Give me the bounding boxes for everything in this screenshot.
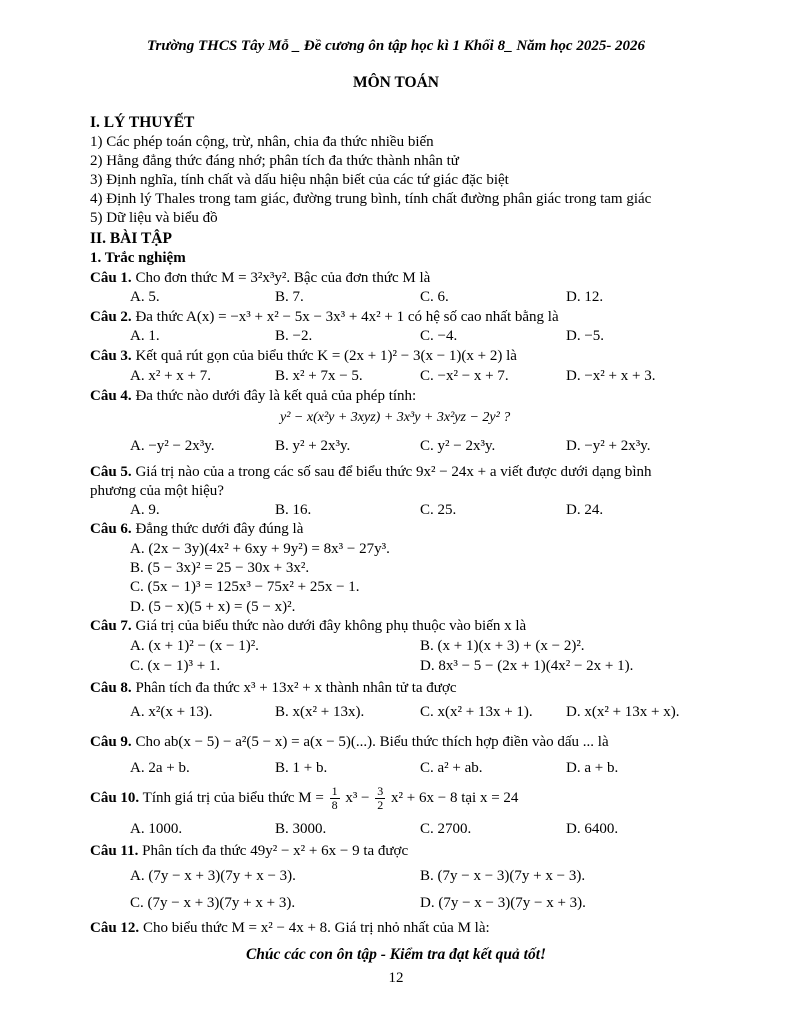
option-d: D. 24.: [566, 502, 604, 518]
option-c: C. (x − 1)³ + 1.: [130, 658, 221, 674]
question-text: Phân tích đa thức x³ + 13x² + x thành nhân tử ta được: [135, 680, 457, 696]
theory-item: 5) Dữ liệu và biểu đồ: [90, 210, 218, 226]
option-b: B. (x + 1)(x + 3) + (x − 2)².: [420, 638, 585, 654]
option-a: A. (x + 1)² − (x − 1)².: [130, 638, 259, 654]
question-expression: y² − x(x²y + 3xyz) + 3x³y + 3x²yz − 2y² ?: [280, 410, 511, 425]
theory-item: 3) Định nghĩa, tính chất và dấu hiệu nhận biết của các tứ giác đặc biệt: [90, 172, 509, 188]
question-label: Câu 6.: [90, 521, 132, 537]
subject-title: MÔN TOÁN: [353, 74, 439, 91]
question-label: Câu 2.: [90, 309, 132, 325]
question-label: Câu 10.: [90, 790, 140, 806]
question-3: [90, 348, 517, 365]
question-text: Giá trị nào của a trong các số sau để biểu thức 9x² − 24x + a viết được dưới dạng bình: [135, 464, 652, 480]
option-b: B. 16.: [275, 502, 312, 518]
option-c: C. x(x² + 13x + 1).: [420, 704, 533, 720]
question-label: Câu 3.: [90, 348, 132, 364]
document-header: Trường THCS Tây Mỗ _ Đề cương ôn tập học kì 1 Khối 8_ Năm học 2025- 2026: [146, 38, 646, 54]
question-text: Kết quả rút gọn của biểu thức K = (2x + 1)² − 3(x − 1)(x + 2) là: [135, 348, 517, 364]
option-b: B. −2.: [275, 328, 313, 344]
fraction: [330, 785, 340, 812]
option-c: C. (5x − 1)³ = 125x³ − 75x² + 25x − 1.: [130, 579, 360, 595]
option-a: A. x²(x + 13).: [130, 704, 213, 720]
option-d: D. (7y − x − 3)(7y − x + 3).: [420, 895, 586, 911]
question-8: [90, 680, 457, 697]
option-b: B. 1 + b.: [275, 760, 328, 776]
question-7: [90, 618, 526, 635]
question-text: Cho biểu thức M = x² − 4x + 8. Giá trị nhỏ nhất của M là:: [142, 920, 490, 936]
question-label: Câu 12.: [90, 920, 140, 936]
question-text: Cho đơn thức M = 3²x³y². Bậc của đơn thức M là: [135, 270, 431, 286]
option-b: B. (5 − 3x)² = 25 − 30x + 3x².: [130, 560, 310, 576]
theory-heading: I. LÝ THUYẾT: [90, 114, 195, 131]
question-12: [90, 920, 490, 937]
option-c: C. (7y − x + 3)(7y + x + 3).: [130, 895, 296, 911]
question-10: [90, 784, 518, 812]
question-9: [90, 734, 609, 751]
question-label: Câu 11.: [90, 843, 139, 859]
question-label: Câu 9.: [90, 734, 132, 750]
question-text: Tính giá trị của biểu thức M =: [142, 790, 324, 806]
question-label: Câu 5.: [90, 464, 132, 480]
option-b: B. (7y − x − 3)(7y + x − 3).: [420, 868, 586, 884]
option-c: C. 2700.: [420, 821, 472, 837]
question-11: [90, 843, 408, 860]
question-text: Đẳng thức dưới đây đúng là: [135, 521, 304, 537]
fraction-numerator: 1: [331, 784, 338, 799]
option-a: A. (7y − x + 3)(7y + x − 3).: [130, 868, 296, 884]
option-a: A. 1000.: [130, 821, 183, 837]
theory-item: 1) Các phép toán cộng, trừ, nhân, chia đa thức nhiều biến: [90, 134, 434, 150]
fraction-denominator: 2: [377, 798, 384, 813]
fraction: [375, 785, 385, 812]
question-label: Câu 1.: [90, 270, 132, 286]
option-d: D. x(x² + 13x + x).: [566, 704, 680, 720]
page-number: 12: [388, 970, 404, 986]
question-text: Đa thức A(x) = −x³ + x² − 5x − 3x³ + 4x² + 1 có hệ số cao nhất bằng là: [135, 309, 559, 325]
option-c: C. y² − 2x³y.: [420, 438, 496, 454]
option-d: D. 12.: [566, 289, 604, 305]
fraction-denominator: 8: [331, 798, 338, 813]
option-a: A. 2a + b.: [130, 760, 190, 776]
theory-item: 4) Định lý Thales trong tam giác, đường trung bình, tính chất đường phân giác trong tam giác: [90, 191, 652, 207]
question-text: x² + 6x − 8 tại x = 24: [391, 790, 519, 806]
option-d: D. (5 − x)(5 + x) = (5 − x)².: [130, 599, 296, 615]
option-a: A. 5.: [130, 289, 160, 305]
option-a: A. 1.: [130, 328, 160, 344]
option-d: D. −5.: [566, 328, 605, 344]
option-b: B. 7.: [275, 289, 304, 305]
option-d: D. −y² + 2x³y.: [566, 438, 651, 454]
option-d: D. a + b.: [566, 760, 619, 776]
exercises-heading: II. BÀI TẬP: [90, 230, 172, 247]
question-text: Cho ab(x − 5) − a²(5 − x) = a(x − 5)(...). Biểu thức thích hợp điền vào dấu ... là: [135, 734, 609, 750]
question-label: Câu 8.: [90, 680, 132, 696]
question-2: [90, 309, 559, 326]
question-text: Giá trị của biểu thức nào dưới đây không phụ thuộc vào biến x là: [135, 618, 527, 634]
option-c: C. 25.: [420, 502, 457, 518]
footer-message: Chúc các con ôn tập - Kiểm tra đạt kết quả tốt!: [245, 946, 547, 963]
option-b: B. 3000.: [275, 821, 327, 837]
question-text-cont: phương của một hiệu?: [90, 483, 224, 499]
option-c: C. 6.: [420, 289, 449, 305]
option-c: C. −4.: [420, 328, 458, 344]
question-4: [90, 388, 416, 405]
question-text: x³ −: [345, 790, 370, 806]
option-d: D. −x² + x + 3.: [566, 368, 656, 384]
theory-item: 2) Hằng đẳng thức đáng nhớ; phân tích đa thức thành nhân tử: [90, 153, 459, 169]
option-c: C. −x² − x + 7.: [420, 368, 509, 384]
question-label: Câu 4.: [90, 388, 132, 404]
fraction-numerator: 3: [377, 784, 384, 799]
option-a: A. 9.: [130, 502, 160, 518]
option-b: B. y² + 2x³y.: [275, 438, 351, 454]
option-b: B. x² + 7x − 5.: [275, 368, 363, 384]
question-label: Câu 7.: [90, 618, 132, 634]
option-a: A. (2x − 3y)(4x² + 6xy + 9y²) = 8x³ − 27y³.: [130, 541, 390, 557]
option-a: A. x² + x + 7.: [130, 368, 211, 384]
question-6: [90, 521, 303, 538]
question-text: Phân tích đa thức 49y² − x² + 6x − 9 ta được: [142, 843, 409, 859]
option-d: D. 8x³ − 5 − (2x + 1)(4x² − 2x + 1).: [420, 658, 634, 674]
option-b: B. x(x² + 13x).: [275, 704, 365, 720]
option-a: A. −y² − 2x³y.: [130, 438, 215, 454]
multiple-choice-heading: 1. Trắc nghiệm: [90, 250, 186, 266]
question-5: [90, 464, 652, 481]
question-1: [90, 270, 430, 287]
option-d: D. 6400.: [566, 821, 619, 837]
question-text: Đa thức nào dưới đây là kết quả của phép tính:: [135, 388, 417, 404]
option-c: C. a² + ab.: [420, 760, 483, 776]
